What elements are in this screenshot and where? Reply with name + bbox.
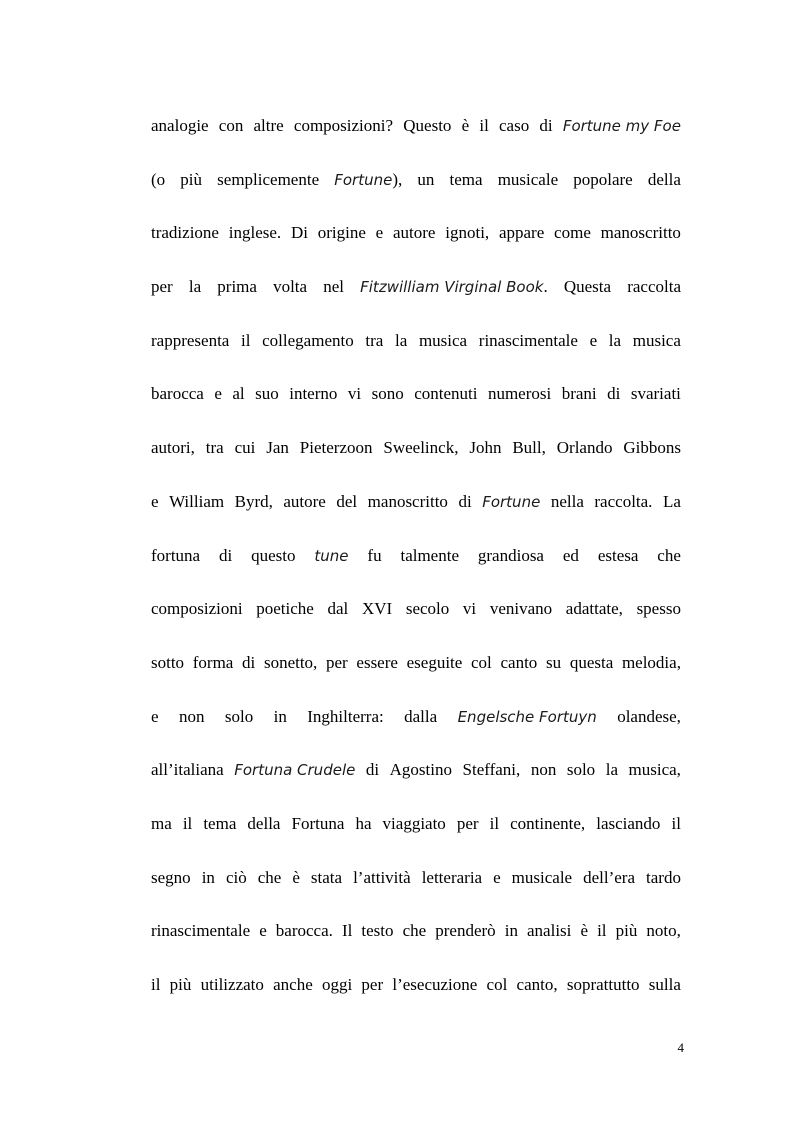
word: collegamento [262, 330, 354, 350]
word: Il [341, 921, 353, 941]
word: al [232, 384, 245, 404]
word: per [361, 975, 384, 994]
word: questa [569, 652, 614, 672]
word: spesso [636, 599, 681, 619]
word: cui [234, 438, 256, 458]
word: del [336, 491, 358, 511]
word: della [647, 169, 681, 189]
word: popolare [573, 169, 633, 189]
word: composizioni [151, 599, 243, 619]
word: più [615, 921, 638, 941]
word: dalla [404, 706, 438, 726]
word: che [257, 867, 282, 887]
word: Gibbons [623, 438, 681, 458]
word: numerosi [487, 384, 552, 404]
word: che [657, 545, 681, 565]
word: l’esecuzione [392, 975, 478, 994]
word: di [218, 545, 233, 565]
word: forma [192, 652, 234, 672]
word: dal [327, 599, 349, 619]
word: e [151, 706, 159, 726]
word: essere [356, 652, 398, 672]
word: Steffani, [462, 760, 521, 780]
word: Questo [403, 116, 452, 135]
text-line [151, 106, 681, 160]
text-line [151, 213, 681, 267]
word: XVI [361, 599, 393, 619]
word: sonetto, [263, 652, 318, 672]
word: estesa [597, 545, 639, 565]
word: continente, [510, 813, 586, 833]
word: Sweelinck, [383, 438, 459, 458]
word: di [539, 116, 553, 135]
word: La [662, 491, 681, 511]
word: e [214, 384, 222, 404]
word: autori, [151, 438, 195, 458]
word: per [326, 652, 348, 672]
word: la [188, 277, 202, 297]
word: Questa [563, 277, 612, 297]
word: il [151, 975, 161, 994]
word: vi [347, 384, 362, 404]
word: origine [317, 223, 366, 243]
word: letteraria [421, 867, 483, 887]
word: rinascimentale [151, 921, 251, 941]
word: e [151, 491, 159, 511]
word: col [471, 652, 492, 672]
word: eseguite [406, 652, 463, 672]
word: testo [361, 921, 394, 941]
italic-word: tune [314, 546, 349, 565]
word: grandiosa [477, 545, 544, 565]
word: col [486, 975, 508, 994]
text-line [151, 160, 681, 214]
word: rinascimentale [478, 330, 578, 350]
word: sotto [151, 652, 185, 672]
word: ed [562, 545, 579, 565]
word: soprattutto [566, 975, 640, 994]
word: ha [355, 813, 372, 833]
word: contenuti [414, 384, 478, 404]
word: sulla [648, 975, 681, 994]
word: prima [217, 277, 257, 297]
word: stata [310, 867, 343, 887]
italic-word: Fortuna Crudele [234, 761, 356, 780]
word: volta [273, 277, 308, 297]
word: con [218, 116, 244, 135]
text-line [151, 536, 681, 590]
text-line [151, 750, 681, 804]
word: (o [151, 169, 166, 189]
word: musica [418, 330, 468, 350]
word: Inghilterra: [307, 706, 384, 726]
text-line [151, 374, 681, 428]
word: in [504, 921, 518, 941]
word: dell’era [583, 867, 636, 887]
word: come [554, 223, 591, 243]
word: adattate, [565, 599, 623, 619]
word: raccolta. [594, 491, 653, 511]
italic-word: Engelsche Fortuyn [457, 707, 597, 726]
word: di [365, 760, 380, 780]
word: viaggiato [382, 813, 446, 833]
word: tardo [646, 867, 681, 887]
word: composizioni? [293, 116, 394, 135]
word: noto, [646, 921, 681, 941]
word: di [607, 384, 621, 404]
word: un [417, 169, 435, 189]
word: anche [273, 975, 313, 994]
word: melodia, [621, 652, 681, 672]
word: musica [632, 330, 681, 350]
word: è [461, 116, 470, 135]
word: più [180, 169, 203, 189]
word: analisi [527, 921, 572, 941]
word: Agostino [389, 760, 452, 780]
word: autore [283, 491, 326, 511]
word: il [479, 116, 489, 135]
word: John [469, 438, 502, 458]
word: la [395, 330, 408, 350]
word: musicale [511, 867, 573, 887]
word: inglese. [228, 223, 282, 243]
word: manoscritto [367, 491, 448, 511]
word: Di [290, 223, 308, 243]
text-line [151, 804, 681, 858]
word: il [489, 813, 500, 833]
text-line [151, 267, 681, 321]
word: secolo [405, 599, 450, 619]
word: Fortuna [291, 813, 345, 833]
word: altre [253, 116, 284, 135]
word: l’attività [353, 867, 411, 887]
word: più [169, 975, 192, 994]
word: interno [289, 384, 338, 404]
word: all’italiana [151, 760, 224, 780]
body-text [151, 106, 681, 1019]
word: canto, [516, 975, 558, 994]
word: utilizzato [200, 975, 264, 994]
text-line [151, 911, 681, 965]
word: caso [498, 116, 530, 135]
word: barocca [151, 384, 204, 404]
word: olandese, [617, 706, 681, 726]
word: segno [151, 867, 191, 887]
word: e [589, 330, 598, 350]
word: solo [566, 760, 596, 780]
word: rappresenta [151, 330, 230, 350]
word: il [597, 921, 607, 941]
word: fu [367, 545, 382, 565]
word: la [605, 760, 618, 780]
word: Orlando [556, 438, 613, 458]
word: oggi [321, 975, 353, 994]
word: la [608, 330, 622, 350]
word: talmente [400, 545, 459, 565]
text-line [151, 858, 681, 912]
italic-word: Fortune my Foe [562, 117, 681, 135]
word: Pieterzoon [299, 438, 373, 458]
text-line [151, 643, 681, 697]
word: manoscritto [600, 223, 681, 243]
text-line [151, 965, 681, 1019]
word: di [458, 491, 472, 511]
word: semplicemente [217, 169, 320, 189]
text-line [151, 428, 681, 482]
word: per [151, 277, 173, 297]
word: tema [449, 169, 483, 189]
italic-word: Fitzwilliam Virginal Book. [360, 277, 548, 297]
word: barocca. [275, 921, 333, 941]
word: in [201, 867, 215, 887]
word: lasciando [596, 813, 661, 833]
word: in [273, 706, 287, 726]
word: della [247, 813, 281, 833]
word: è [292, 867, 300, 887]
word: autore [392, 223, 436, 243]
word: musica, [628, 760, 681, 780]
word: questo [251, 545, 296, 565]
word: svariati [630, 384, 681, 404]
word: Bull, [512, 438, 546, 458]
word: appare [498, 223, 545, 243]
italic-word: Fortune [482, 492, 541, 511]
word: il [671, 813, 681, 833]
word: solo [224, 706, 254, 726]
word: il [241, 330, 251, 350]
text-line [151, 321, 681, 375]
word: su [546, 652, 562, 672]
word: e [375, 223, 384, 243]
word: canto [500, 652, 538, 672]
word: suo [255, 384, 279, 404]
italic-word: Fortune), [334, 169, 403, 189]
word: venivano [489, 599, 553, 619]
word: musicale [497, 169, 559, 189]
word: non [530, 760, 557, 780]
word: tema [203, 813, 237, 833]
word: è [580, 921, 589, 941]
word: tra [205, 438, 224, 458]
word: nella [550, 491, 584, 511]
word: che [402, 921, 427, 941]
text-line [151, 589, 681, 643]
word: Byrd, [234, 491, 273, 511]
word: il [182, 813, 193, 833]
word: ciò [225, 867, 247, 887]
word: vi [462, 599, 477, 619]
word: prenderò [435, 921, 496, 941]
word: ignoti, [445, 223, 490, 243]
word: per [456, 813, 479, 833]
word: raccolta [627, 277, 681, 297]
word: ma [151, 813, 172, 833]
page-number: 4 [677, 1040, 684, 1055]
word: e [259, 921, 267, 941]
word: tra [365, 330, 384, 350]
word: poetiche [256, 599, 314, 619]
word: di [242, 652, 256, 672]
word: brani [561, 384, 597, 404]
word: William [169, 491, 225, 511]
text-line [151, 482, 681, 536]
word: e [493, 867, 501, 887]
word: sono [371, 384, 404, 404]
word: tradizione [151, 223, 219, 243]
word: non [178, 706, 205, 726]
word: fortuna [151, 545, 201, 565]
word: nel [323, 277, 344, 297]
text-line [151, 697, 681, 751]
word: Jan [266, 438, 289, 458]
word: analogie [151, 116, 209, 135]
